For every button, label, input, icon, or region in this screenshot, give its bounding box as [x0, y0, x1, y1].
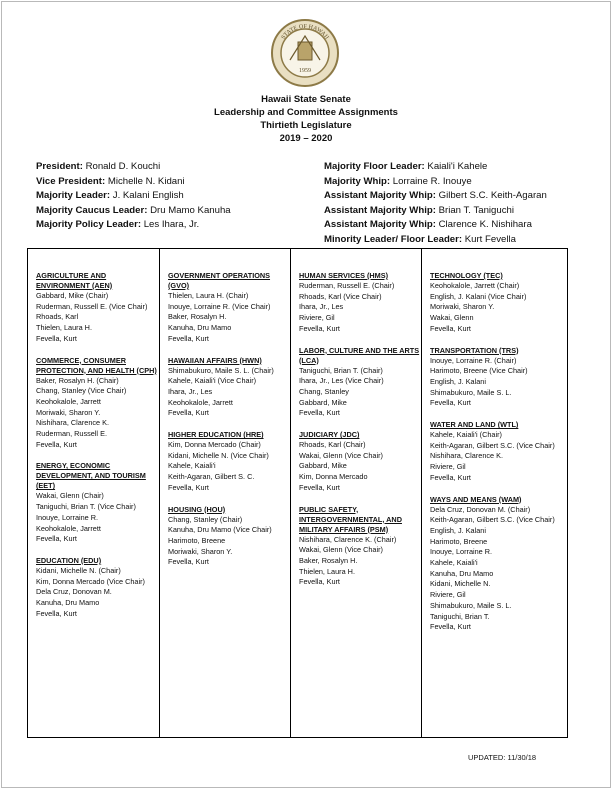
committee-title: HAWAIIAN AFFAIRS (HWN): [168, 355, 262, 365]
leader-role: Assistant Majority Whip:: [324, 219, 436, 230]
committee-title: TRANSPORTATION (TRS): [430, 345, 519, 355]
committee-member: Rhoads, Karl (Vice Chair): [299, 291, 382, 301]
committee-member: Moriwaki, Sharon Y.: [36, 407, 101, 417]
committee-block: [430, 271, 567, 335]
committee-member: Fevella, Kurt: [168, 408, 209, 418]
committee-column: [160, 249, 291, 737]
committee-block: [299, 430, 421, 494]
committee-title: WATER AND LAND (WTL): [430, 420, 519, 430]
leader-row: [324, 204, 594, 219]
committee-member: Gabbard, Mike: [299, 461, 347, 471]
committee-member: Shimabukuro, Maile S. L. (Chair): [168, 365, 274, 375]
committee-member: Kahele, Kaiali'i: [168, 461, 216, 471]
committee-member: Nishihara, Clarence K. (Chair): [299, 534, 397, 544]
leader-row: [36, 160, 311, 175]
committee-member: Kanuha, Dru Mamo: [430, 568, 494, 578]
committee-member: Harimoto, Breene: [430, 536, 488, 546]
committee-member: Fevella, Kurt: [36, 333, 77, 343]
leader-role: President:: [36, 161, 83, 172]
committee-member: Taniguchi, Brian T. (Vice Chair): [36, 502, 136, 512]
committee-member: Kidani, Michelle N. (Vice Chair): [168, 450, 269, 460]
leader-row: [36, 189, 311, 204]
title-line-2: Leadership and Committee Assignments: [214, 107, 398, 118]
committee-member: Kanuha, Dru Mamo (Vice Chair): [168, 525, 272, 535]
committee-member: Harimoto, Breene (Vice Chair): [430, 366, 528, 376]
committee-member: Gabbard, Mike (Chair): [36, 291, 109, 300]
committee-title: JUDICIARY (JDC): [299, 430, 360, 440]
leader-row: [324, 233, 594, 248]
committee-member: Kahele, Kaiali'i (Chair): [430, 430, 502, 440]
committee-member: Chang, Stanley (Vice Chair): [36, 386, 127, 396]
committee-block: [168, 505, 290, 569]
committee-member: Rhoads, Karl (Chair): [299, 440, 366, 450]
committee-block: [168, 356, 290, 420]
committee-block: [430, 346, 567, 410]
committee-member: Riviere, Gil: [299, 313, 335, 323]
leader-role: Minority Leader/ Floor Leader:: [324, 233, 463, 245]
committee-member: Keohokalole, Jarrett: [36, 396, 101, 406]
committee-member: Shimabukuro, Maile S. L.: [430, 600, 512, 610]
leadership-left: [36, 160, 311, 233]
committee-member: Fevella, Kurt: [168, 333, 209, 343]
committee-member: Baker, Rosalyn H. (Chair): [36, 375, 119, 385]
leader-row: [36, 204, 311, 219]
committee-member: Inouye, Lorraine R.: [430, 547, 493, 557]
committee-title: WAYS AND MEANS (WAM): [430, 494, 522, 504]
committee-column: [28, 249, 160, 737]
committee-member: Fevella, Kurt: [299, 482, 340, 492]
committee-member: Chang, Stanley: [299, 386, 349, 396]
committee-member: Inouye, Lorraine R.: [36, 512, 99, 522]
leader-name: J. Kalani English: [110, 190, 184, 201]
committee-block: [36, 356, 159, 451]
document-title: [0, 93, 612, 145]
committee-member: Kahele, Kaiali'i: [430, 558, 478, 568]
committee-title: EDUCATION (EDU): [36, 555, 102, 565]
leader-name: Ronald D. Kouchi: [82, 161, 161, 172]
committee-member: Taniguchi, Brian T.: [430, 611, 490, 621]
committee-column: [422, 249, 567, 737]
leader-role: Majority Policy Leader:: [36, 219, 142, 230]
committee-member: Ruderman, Russell E. (Chair): [299, 281, 395, 290]
committee-member: Ihara, Jr., Les: [299, 302, 344, 312]
state-seal-icon: [270, 18, 340, 88]
committee-block: [299, 271, 421, 335]
leader-name: Lorraine R. Inouye: [390, 175, 472, 187]
leader-name: Gilbert S.C. Keith-Agaran: [435, 190, 547, 201]
committee-member: Keohokalole, Jarrett: [36, 523, 101, 533]
leader-role: Assistant Majority Whip:: [324, 204, 436, 216]
title-line-4: 2019 – 2020: [279, 133, 333, 144]
committee-block: [36, 271, 159, 345]
committee-title: GOVERNMENT OPERATIONS (GVO): [168, 271, 271, 290]
leader-role: Assistant Majority Whip:: [324, 190, 436, 201]
committee-block: [430, 420, 567, 484]
committee-member: Keith-Agaran, Gilbert S. C.: [168, 472, 255, 482]
committee-member: Ihara, Jr., Les (Vice Chair): [299, 376, 384, 386]
committee-member: Kahele, Kaiali'i (Vice Chair): [168, 376, 257, 386]
committee-member: Fevella, Kurt: [36, 534, 77, 544]
committee-member: Fevella, Kurt: [36, 608, 77, 618]
committee-member: Chang, Stanley (Chair): [168, 514, 243, 524]
committee-member: Fevella, Kurt: [299, 577, 340, 587]
committee-member: Fevella, Kurt: [430, 472, 471, 482]
committee-block: [430, 495, 567, 633]
committee-member: Kanuha, Dru Mamo: [168, 323, 232, 333]
leader-role: Majority Caucus Leader:: [36, 204, 148, 216]
updated-date: UPDATED: 11/30/18: [468, 753, 537, 762]
committee-member: Fevella, Kurt: [36, 439, 77, 449]
leadership-right: [324, 160, 594, 247]
leader-row: [324, 189, 594, 204]
committee-member: Thielen, Laura H.: [299, 566, 355, 576]
committee-block: [299, 346, 421, 420]
committee-member: Fevella, Kurt: [168, 557, 209, 567]
leader-row: [324, 175, 594, 190]
committee-member: Dela Cruz, Donovan M. (Chair): [430, 504, 531, 514]
seal-top-text: STATE OF HAWAII: [280, 23, 330, 41]
committee-member: Riviere, Gil: [430, 590, 466, 600]
leader-name: Kurt Fevella: [462, 233, 516, 245]
committee-title: HIGHER EDUCATION (HRE): [168, 430, 264, 440]
leader-name: Les Ihara, Jr.: [141, 219, 200, 230]
leader-name: Brian T. Taniguchi: [435, 204, 514, 216]
committee-title: PUBLIC SAFETY, INTERGOVERNMENTAL, AND MILITARY AFFAIRS (PSM): [299, 504, 402, 534]
committee-member: Wakai, Glenn (Chair): [36, 491, 104, 501]
committee-member: Baker, Rosalyn H.: [299, 555, 358, 565]
committee-title: ENERGY, ECONOMIC DEVELOPMENT, AND TOURISM (EET): [36, 461, 146, 491]
title-line-3: Thirtieth Legislature: [260, 120, 352, 131]
leader-name: Dru Mamo Kanuha: [147, 204, 231, 216]
committee-member: Ihara, Jr., Les: [168, 386, 213, 396]
committee-title: LABOR, CULTURE AND THE ARTS (LCA): [299, 345, 420, 365]
leader-name: Clarence K. Nishihara: [435, 219, 532, 230]
committee-member: Gabbard, Mike: [299, 397, 347, 407]
committee-assignment-table: [27, 248, 568, 738]
committee-title: AGRICULTURE AND ENVIRONMENT (AEN): [36, 271, 113, 290]
committee-block: [168, 271, 290, 345]
committee-member: English, J. Kalani (Vice Chair): [430, 291, 527, 301]
committee-block: [36, 556, 159, 620]
committee-member: Moriwaki, Sharon Y.: [430, 302, 495, 312]
committee-block: [299, 505, 421, 589]
title-line-1: Hawaii State Senate: [261, 94, 351, 105]
committee-member: Riviere, Gil: [430, 462, 466, 472]
committee-member: Kim, Donna Mercado (Vice Chair): [36, 576, 145, 586]
committee-member: Fevella, Kurt: [430, 622, 471, 632]
committee-member: English, J. Kalani: [430, 376, 486, 386]
committee-title: HOUSING (HOU): [168, 504, 226, 514]
leader-row: [324, 160, 594, 175]
committee-member: Thielen, Laura H.: [36, 323, 92, 333]
leader-name: Kaiali'i Kahele: [424, 161, 488, 172]
leader-row: [36, 218, 311, 233]
committee-member: Rhoads, Karl: [36, 312, 79, 322]
committee-title: HUMAN SERVICES (HMS): [299, 271, 389, 280]
committee-member: Keohokalole, Jarrett (Chair): [430, 281, 520, 290]
committee-member: Inouye, Lorraine R. (Chair): [430, 355, 517, 365]
committee-member: Kidani, Michelle N.: [430, 579, 491, 589]
committee-member: Keohokalole, Jarrett: [168, 397, 233, 407]
leader-role: Majority Whip:: [324, 175, 391, 187]
leader-role: Vice President:: [36, 175, 106, 187]
committee-member: Inouye, Lorraine R. (Vice Chair): [168, 301, 271, 311]
committee-member: Fevella, Kurt: [430, 323, 471, 333]
committee-block: [36, 461, 159, 545]
committee-member: Taniguchi, Brian T. (Chair): [299, 365, 383, 375]
committee-member: Ruderman, Russell E.: [36, 429, 107, 439]
seal-year: 1959: [299, 68, 311, 74]
leader-row: [324, 218, 594, 233]
committee-member: Fevella, Kurt: [430, 398, 471, 408]
committee-member: Fevella, Kurt: [299, 408, 340, 418]
committee-member: Keith-Agaran, Gilbert S.C. (Vice Chair): [430, 515, 555, 525]
committee-member: Fevella, Kurt: [299, 323, 340, 333]
committee-member: Wakai, Glenn (Vice Chair): [299, 450, 383, 460]
committee-member: Shimabukuro, Maile S. L.: [430, 387, 512, 397]
committee-member: Kim, Donna Mercado: [299, 472, 368, 482]
committee-title: COMMERCE, CONSUMER PROTECTION, AND HEALTH (CPH): [36, 355, 157, 375]
leader-name: Michelle N. Kidani: [105, 175, 185, 187]
committee-member: Fevella, Kurt: [168, 482, 209, 492]
committee-member: Nishihara, Clarence K.: [430, 451, 504, 461]
committee-member: English, J. Kalani: [430, 525, 486, 535]
committee-block: [168, 430, 290, 494]
committee-member: Wakai, Glenn: [430, 313, 474, 323]
committee-member: Baker, Rosalyn H.: [168, 312, 227, 322]
leader-role: Majority Leader:: [36, 190, 111, 201]
committee-title: TECHNOLOGY (TEC): [430, 271, 503, 280]
committee-member: Harimoto, Breene: [168, 535, 226, 545]
committee-member: Kim, Donna Mercado (Chair): [168, 440, 261, 450]
leader-row: [36, 175, 311, 190]
committee-member: Kanuha, Dru Mamo: [36, 598, 100, 608]
committee-member: Dela Cruz, Donovan M.: [36, 587, 112, 597]
committee-member: Wakai, Glenn (Vice Chair): [299, 545, 383, 555]
committee-member: Kidani, Michelle N. (Chair): [36, 565, 121, 575]
committee-member: Moriwaki, Sharon Y.: [168, 546, 233, 556]
committee-member: Nishihara, Clarence K.: [36, 418, 110, 428]
committee-member: Ruderman, Russell E. (Vice Chair): [36, 301, 148, 311]
committee-member: Keith-Agaran, Gilbert S.C. (Vice Chair): [430, 440, 555, 450]
committee-column: [291, 249, 422, 737]
leader-role: Majority Floor Leader:: [324, 161, 425, 172]
committee-member: Thielen, Laura H. (Chair): [168, 291, 249, 300]
